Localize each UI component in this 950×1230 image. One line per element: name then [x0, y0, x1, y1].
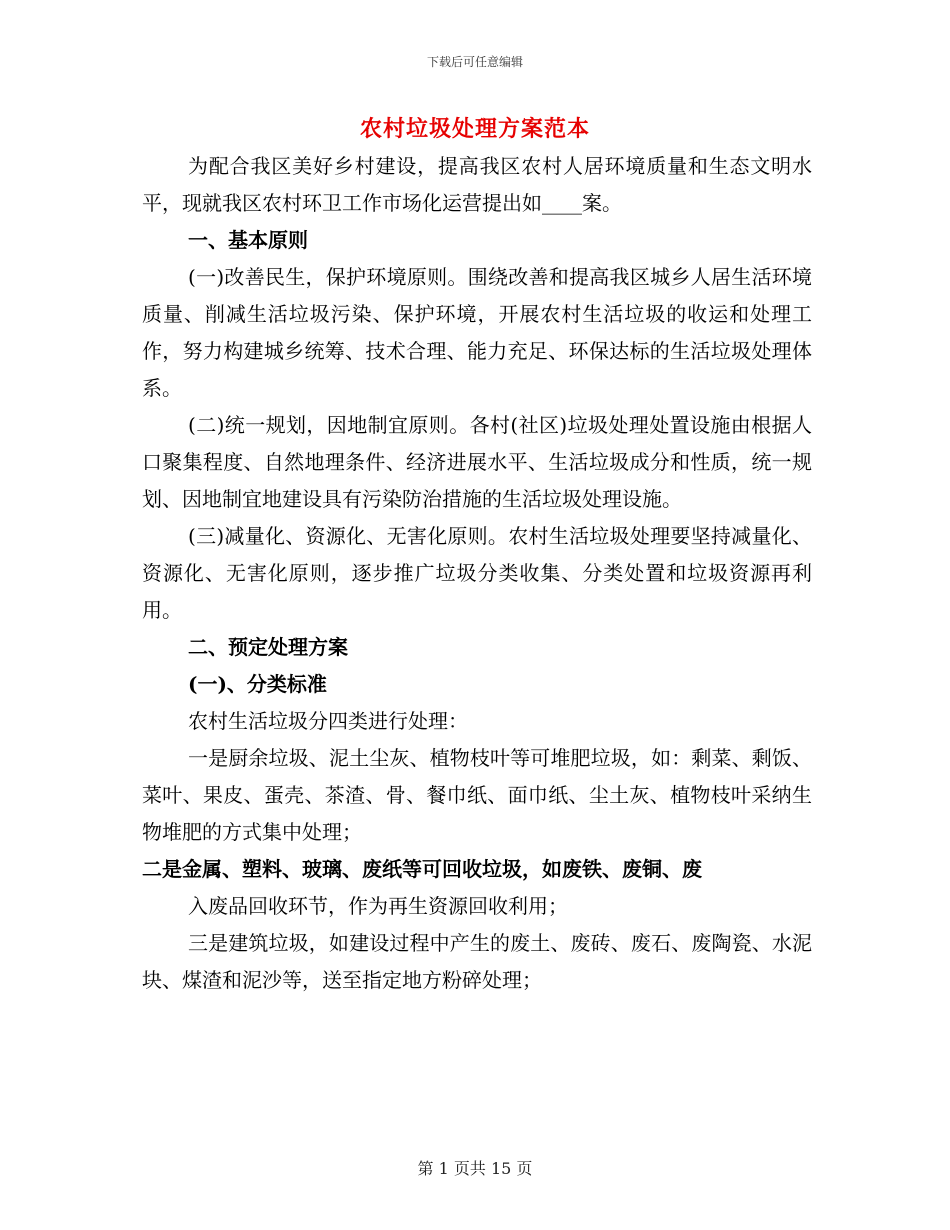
page-header-note: 下载后可任意编辑 — [426, 55, 523, 69]
principle-paragraph-1: (一)改善民生，保护环境原则。围绕改善和提高我区城乡人居生活环境质量、削减生活垃圾污染、保护环境，开展农村生活垃圾的收运和处理工作，努力构建城乡统筹、技术合理、能力充足、环保达标的生活垃圾处理体系。 — [142, 265, 812, 400]
section-heading-plan: 二、预定处理方案 — [188, 635, 348, 659]
principle-paragraph-3: (三)减量化、资源化、无害化原则。农村生活垃圾处理要坚持减量化、资源化、无害化原则，逐步推广垃圾分类收集、分类处置和垃圾资源再利用。 — [142, 524, 812, 622]
document-title: 农村垃圾处理方案范本 — [359, 116, 590, 142]
page-footer: 第 1 页共 15 页 — [417, 1159, 533, 1178]
category-construction: 三是建筑垃圾，如建设过程中产生的废土、废砖、废石、废陶瓷、水泥块、煤渣和泥沙等，送至指定地方粉碎处理； — [142, 931, 812, 992]
category-recyclable-bold: 二是金属、塑料、玻璃、废纸等可回收垃圾，如废铁、废铜、废 — [142, 857, 702, 881]
classification-intro: 农村生活垃圾分四类进行处理： — [188, 709, 468, 733]
subheading-classification: (一)、分类标准 — [188, 672, 327, 696]
intro-paragraph: 为配合我区美好乡村建设，提高我区农村人居环境质量和生态文明水平，现就我区农村环卫工作市场化运营提出如____案。 — [142, 154, 812, 215]
category-compostable: 一是厨余垃圾、泥土尘灰、植物枝叶等可堆肥垃圾，如：剩菜、剩饭、菜叶、果皮、蛋壳、茶渣、骨、餐巾纸、面巾纸、尘土灰、植物枝叶采纳生物堆肥的方式集中处理； — [142, 746, 812, 844]
category-recyclable-rest: 入废品回收环节，作为再生资源回收利用； — [188, 894, 568, 918]
principle-paragraph-2: (二)统一规划，因地制宜原则。各村(社区)垃圾处理处置设施由根据人口聚集程度、自然地理条件、经济进展水平、生活垃圾成分和性质，统一规划、因地制宜地建设具有污染防治措施的生活垃圾处理设施。 — [142, 413, 812, 511]
document-body — [142, 148, 812, 999]
section-heading-principles: 一、基本原则 — [188, 228, 308, 252]
